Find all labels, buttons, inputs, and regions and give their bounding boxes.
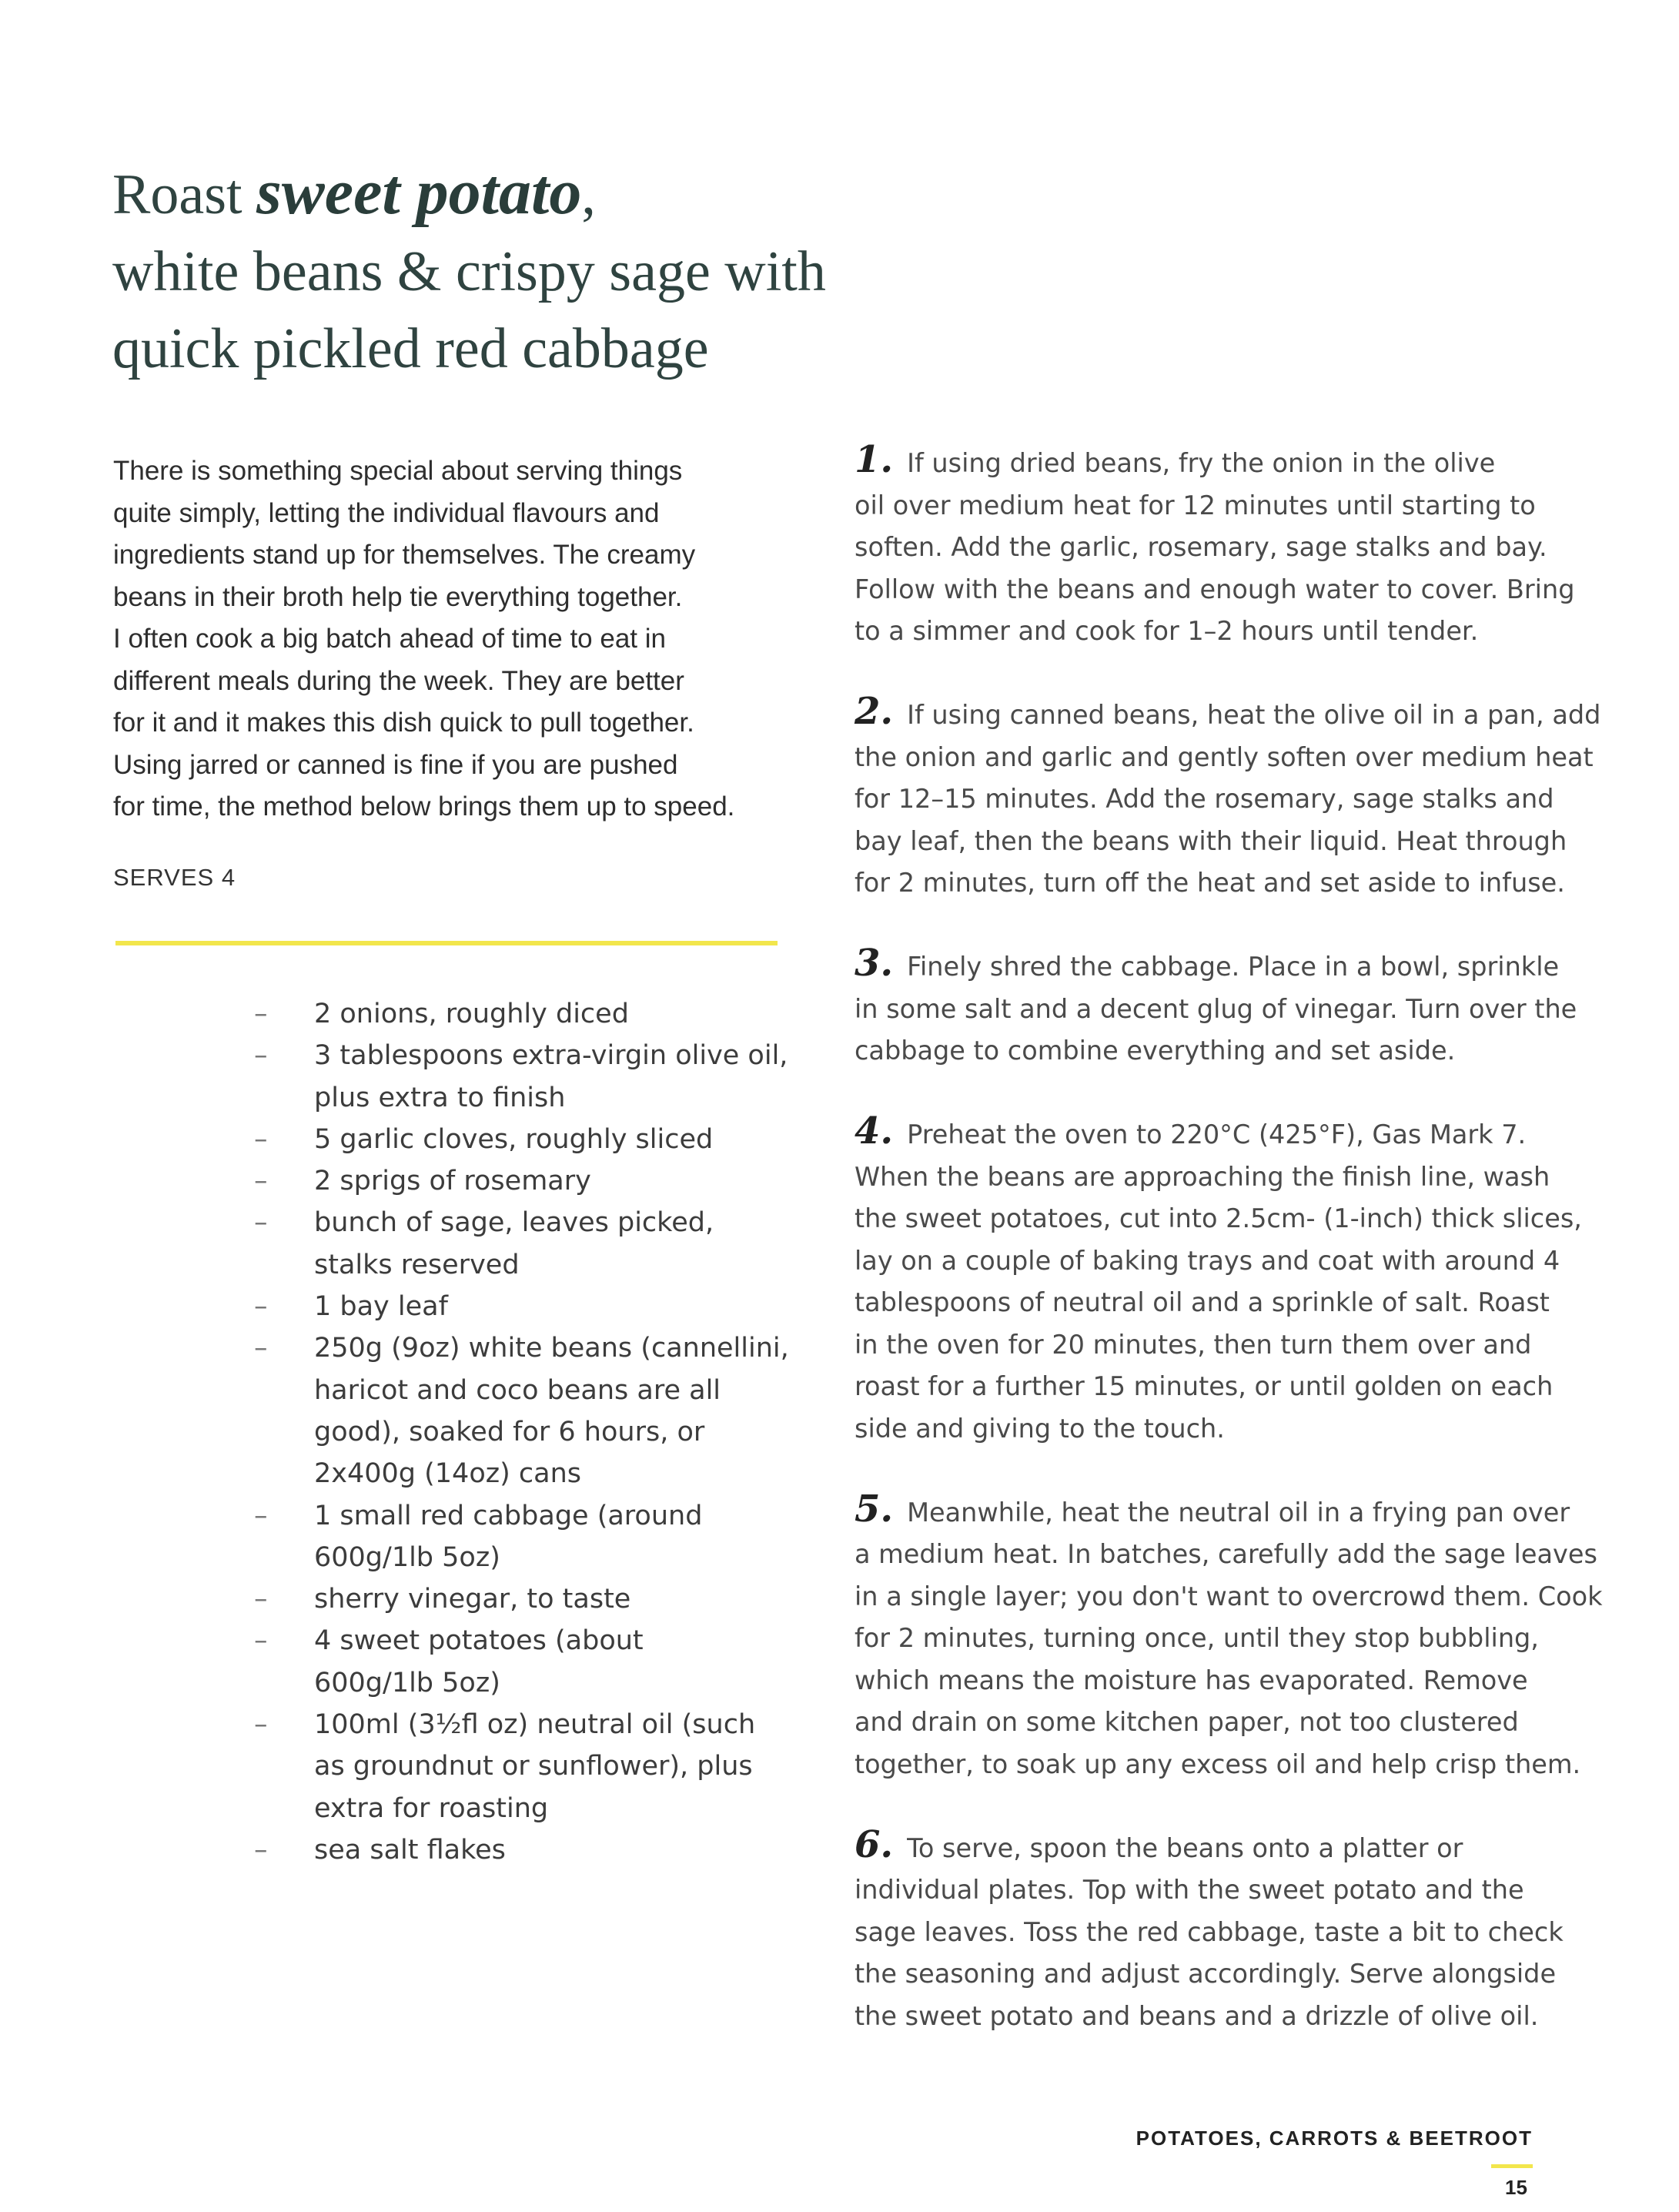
step-text: sage leaves. Toss the red cabbage, taste a bit to check (855, 1916, 1564, 1947)
ingredient-text: 4 sweet potatoes (about (314, 1625, 644, 1657)
step-text: and drain on some kitchen paper, not too clustered (855, 1707, 1519, 1737)
method-step (855, 1109, 1586, 1450)
intro-line: quite simply, letting the individual flavours and (113, 497, 660, 528)
ingredient-item (254, 1620, 793, 1704)
recipe-title (112, 154, 928, 387)
method-step (855, 1487, 1603, 1786)
step-text: Meanwhile, heat the neutral oil in a frying pan over (907, 1497, 1570, 1528)
footer-accent-bar (1491, 2164, 1533, 2168)
dash-bullet: – (254, 1333, 268, 1364)
title-line-2: white beans & crispy sage with (112, 240, 826, 303)
ingredient-text: 100ml (3½fl oz) neutral oil (such (314, 1709, 756, 1741)
step-text: the seasoning and adjust accordingly. Serve alongside (855, 1959, 1557, 1989)
ingredient-text: extra for roasting (314, 1792, 549, 1824)
step-first-line (855, 438, 1586, 485)
ingredient-text: 600g/1lb 5oz) (314, 1667, 500, 1698)
ingredient-text: 1 bay leaf (314, 1291, 448, 1323)
ingredient-text: 2x400g (14oz) cans (314, 1458, 581, 1490)
title-line-3: quick pickled red cabbage (112, 317, 709, 380)
ingredient-item (254, 1035, 793, 1119)
intro-line: beans in their broth help tie everything together. (113, 581, 683, 612)
step-text: the sweet potato and beans and a drizzle of olive oil. (855, 2000, 1539, 2031)
ingredient-text: good), soaked for 6 hours, or (314, 1416, 705, 1447)
step-text: in a single layer; you don't want to overcrowd them. Cook (855, 1581, 1603, 1611)
ingredient-text: sea salt flakes (314, 1834, 506, 1866)
ingredient-text: haricot and coco beans are all (314, 1374, 721, 1406)
step-number: 4. (855, 1109, 894, 1153)
ingredient-text: as groundnut or sunflower), plus (314, 1751, 753, 1782)
dash-bullet: – (254, 1040, 268, 1072)
ingredient-item (254, 1829, 793, 1871)
intro-line: for it and it makes this dish quick to pull together. (113, 708, 694, 738)
step-text: Follow with the beans and enough water to cover. Bring (855, 574, 1575, 604)
chapter-name: POTATOES, CARROTS & BEETROOT (1135, 2127, 1533, 2150)
ingredient-text: 250g (9oz) white beans (cannellini, (314, 1333, 789, 1364)
step-text: which means the moisture has evaporated. Remove (855, 1665, 1528, 1695)
title-word-roast: Roast (112, 163, 242, 226)
step-text: in some salt and a decent glug of vinegar. Turn over the (855, 993, 1577, 1024)
dash-bullet: – (254, 1291, 268, 1323)
step-text: a medium heat. In batches, carefully add the sage leaves (855, 1539, 1597, 1569)
step-text: individual plates. Top with the sweet potato and the (855, 1875, 1524, 1905)
step-text: the onion and garlic and gently soften over medium heat (855, 741, 1594, 772)
ingredient-item (254, 1327, 793, 1494)
method-steps (855, 438, 1603, 2080)
intro-paragraph (113, 450, 791, 828)
dash-bullet: – (254, 999, 268, 1029)
ingredient-item (254, 1495, 793, 1579)
ingredients-list (254, 993, 793, 1871)
ingredient-text: plus extra to finish (314, 1082, 566, 1113)
step-text: roast for a further 15 minutes, or until golden on each (855, 1371, 1554, 1401)
step-first-line (855, 690, 1601, 737)
step-text: bay leaf, then the beans with their liquid. Heat through (855, 825, 1567, 856)
method-step (855, 690, 1601, 905)
dash-bullet: – (254, 1166, 268, 1197)
ingredient-text: 2 sprigs of rosemary (314, 1166, 591, 1197)
step-text: for 2 minutes, turning once, until they stop bubbling, (855, 1623, 1539, 1653)
step-number: 1. (855, 438, 894, 481)
step-text: for 12–15 minutes. Add the rosemary, sage stalks and (855, 784, 1554, 814)
yellow-divider (115, 941, 778, 945)
ingredient-item (254, 1286, 793, 1327)
method-step (855, 438, 1586, 653)
dash-bullet: – (254, 1709, 268, 1741)
step-first-line (855, 1822, 1586, 1870)
ingredient-item (254, 1160, 793, 1202)
ingredient-item (254, 1119, 793, 1160)
title-comma: , (581, 163, 596, 226)
step-first-line (855, 1487, 1586, 1534)
step-first-line (855, 1109, 1586, 1156)
step-number: 6. (855, 1822, 894, 1866)
step-text: for 2 minutes, turn off the heat and set aside to infuse. (855, 868, 1565, 898)
method-step (855, 942, 1586, 1073)
dash-bullet: – (254, 1834, 268, 1866)
ingredient-text: 600g/1lb 5oz) (314, 1541, 500, 1573)
method-step (855, 1822, 1586, 2038)
ingredient-text: stalks reserved (314, 1249, 520, 1280)
step-number: 3. (855, 942, 894, 985)
dash-bullet: – (254, 1207, 268, 1239)
intro-line: ingredients stand up for themselves. The creamy (113, 540, 696, 570)
dash-bullet: – (254, 1500, 268, 1531)
ingredient-item (254, 993, 793, 1035)
step-text: To serve, spoon the beans onto a platter or (907, 1832, 1463, 1863)
intro-line: I often cook a big batch ahead of time to eat in (113, 624, 666, 654)
serves-label: SERVES 4 (113, 864, 236, 891)
step-text: to a simmer and cook for 1–2 hours until tender. (855, 616, 1479, 646)
dash-bullet: – (254, 1584, 268, 1615)
step-text: oil over medium heat for 12 minutes until starting to (855, 490, 1536, 520)
step-text: cabbage to combine everything and set aside. (855, 1036, 1456, 1066)
step-text: in the oven for 20 minutes, then turn them over and (855, 1329, 1532, 1360)
step-text: If using dried beans, fry the onion in the olive (907, 448, 1496, 478)
ingredient-item (254, 1202, 793, 1286)
intro-line: Using jarred or canned is fine if you are pushed (113, 749, 678, 780)
step-text: together, to soak up any excess oil and help crisp them. (855, 1749, 1581, 1779)
step-text: When the beans are approaching the finish line, wash (855, 1161, 1550, 1192)
step-text: Preheat the oven to 220°C (425°F), Gas Mark 7. (907, 1119, 1527, 1150)
step-first-line (855, 942, 1586, 989)
step-text: soften. Add the garlic, rosemary, sage stalks and bay. (855, 532, 1547, 562)
step-number: 2. (855, 690, 894, 733)
ingredient-text: 2 onions, roughly diced (314, 999, 629, 1029)
ingredient-text: 1 small red cabbage (around (314, 1500, 703, 1531)
dash-bullet: – (254, 1625, 268, 1657)
step-text: If using canned beans, heat the olive oil in a pan, add (907, 700, 1601, 730)
ingredient-text: 3 tablespoons extra-virgin olive oil, (314, 1040, 788, 1072)
intro-line: different meals during the week. They are better (113, 665, 684, 696)
title-line-1 (112, 154, 928, 233)
page-number: 15 (1505, 2176, 1527, 2199)
title-emphasis: sweet potato (256, 156, 582, 228)
intro-line: There is something special about serving things (113, 456, 683, 486)
ingredient-text: sherry vinegar, to taste (314, 1584, 631, 1615)
step-text: side and giving to the touch. (855, 1413, 1225, 1444)
ingredient-item (254, 1704, 793, 1829)
ingredient-text: 5 garlic cloves, roughly sliced (314, 1123, 714, 1155)
dash-bullet: – (254, 1123, 268, 1155)
ingredient-text: bunch of sage, leaves picked, (314, 1207, 714, 1239)
intro-line: for time, the method below brings them up to speed. (113, 791, 735, 822)
step-text: lay on a couple of baking trays and coat with around 4 (855, 1245, 1560, 1276)
step-text: Finely shred the cabbage. Place in a bowl, sprinkle (907, 952, 1560, 982)
step-text: the sweet potatoes, cut into 2.5cm- (1-inch) thick slices, (855, 1203, 1582, 1233)
step-text: tablespoons of neutral oil and a sprinkle of salt. Roast (855, 1287, 1550, 1317)
step-number: 5. (855, 1487, 894, 1531)
ingredient-item (254, 1578, 793, 1620)
